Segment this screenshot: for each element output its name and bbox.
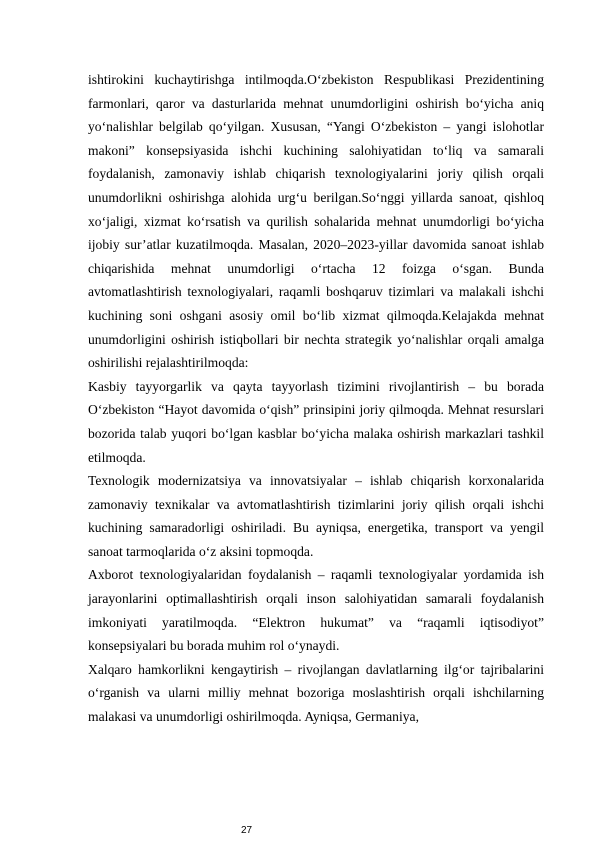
paragraph-5: Xalqaro hamkorlikni kengaytirish – rivojlangan davlatlarning ilg‘or tajribalarini o‘rganish va ularni milliy mehnat bozoriga moslashtirish orqali ishchilarning malakasi va unumdorligi oshirilmoqda. Ayniqsa, Germaniya, bbox=[88, 661, 544, 725]
page-number: 27 bbox=[241, 825, 253, 836]
paragraph-3: Texnologik modernizatsiya va innovatsiyalar – ishlab chiqarish korxonalarida zamonaviy texnikalar va avtomatlashtirish tizimlarini joriy qilish orqali ishchi kuchining samaradorligi oshiriladi. Bu ayniqsa, energetika, transport va yengil sanoat tarmoqlarida o‘z aksini topmoqda. bbox=[88, 473, 544, 559]
document-page bbox=[88, 68, 544, 729]
paragraph-1: ishtirokini kuchaytirishga intilmoqda.O‘zbekiston Respublikasi Prezidentining farmonlari, qaror va dasturlarida mehnat unumdorligini oshirish bo‘yicha aniq yo‘nalishlar belgilab qo‘yilgan. Xususan, “Yangi O‘zbekiston – yangi islohotlar makoni” konsepsiyasida ishchi kuchining salohiyatidan to‘liq va samarali foydalanish, zamonaviy ishlab chiqarish texnologiyalarini joriy qilish orqali unumdorlikni oshirishga alohida urg‘u berilgan.So‘nggi yillarda sanoat, qishloq xo‘jaligi, xizmat ko‘rsatish va qurilish sohalarida mehnat unumdorligi bo‘yicha ijobiy sur’atlar kuzatilmoqda. Masalan, 2020–2023-yillar davomida sanoat ishlab chiqarishida mehnat unumdorligi o‘rtacha 12 foizga o‘sgan. Bunda avtomatlashtirish texnologiyalari, raqamli boshqaruv tizimlari va malakali ishchi kuchining soni oshgani asosiy omil bo‘lib xizmat qilmoqda.Kelajakda mehnat unumdorligini oshirish istiqbollari bir nechta strategik yo‘nalishlar orqali amalga oshirilishi rejalashtirilmoqda: bbox=[88, 72, 544, 371]
paragraph-4: Axborot texnologiyalaridan foydalanish – raqamli texnologiyalar yordamida ish jarayonlarini optimallashtirish orqali inson salohiyatidan samarali foydalanish imkoniyati yaratilmoqda. “Elektron hukumat” va “raqamli iqtisodiyot” konsepsiyalari bu borada muhim rol o‘ynaydi. bbox=[88, 567, 544, 654]
paragraph-2: Kasbiy tayyorgarlik va qayta tayyorlash tizimini rivojlantirish – bu borada O‘zbekiston “Hayot davomida o‘qish” prinsipini joriy qilmoqda. Mehnat resurslari bozorida talab yuqori bo‘lgan kasblar bo‘yicha malaka oshirish markazlari tashkil etilmoqda. bbox=[88, 378, 544, 465]
